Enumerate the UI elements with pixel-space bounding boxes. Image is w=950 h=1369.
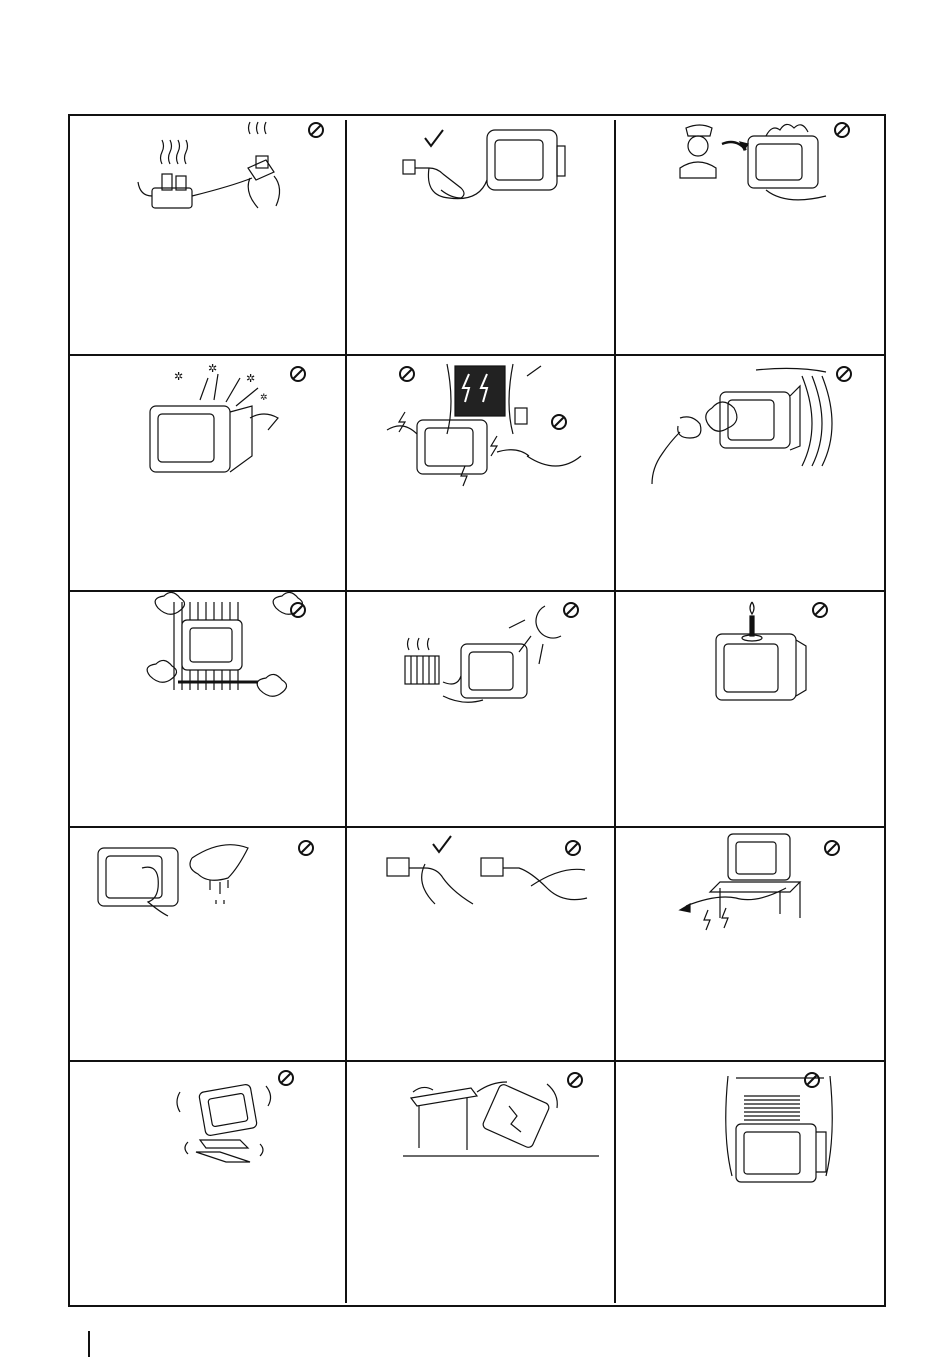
prohibited-icon: [400, 367, 414, 381]
prohibited-icon: [299, 841, 313, 855]
tilting-tv-illustration: [177, 1084, 271, 1162]
tv-with-objects-illustration: [150, 363, 278, 472]
prohibited-icon: [813, 603, 827, 617]
prohibited-icon: [566, 841, 580, 855]
cell-damaged-cord-under-stand: [616, 828, 884, 1060]
cell-overloaded-outlet: [70, 116, 345, 354]
window-lightning-illustration: [447, 364, 541, 434]
sun-icon: [509, 606, 561, 664]
svg-text:✲: ✲: [174, 371, 184, 383]
page-edge-mark: [88, 1331, 90, 1357]
cell-steam-moisture: [616, 356, 884, 590]
cell-blocked-ventilation: [70, 592, 345, 826]
safety-illustration-grid: [68, 114, 886, 1307]
cell-objects-into-vents: [70, 356, 345, 590]
svg-text:✲: ✲: [246, 373, 256, 385]
wrong-unplug-illustration: [481, 858, 587, 900]
cell-pull-plug-not-cord: [347, 828, 614, 1060]
prohibited-icon: [835, 123, 849, 137]
cell-unplug-by-plug: [347, 116, 614, 354]
prohibited-icon: [552, 415, 566, 429]
radiator-tv-illustration: [405, 638, 527, 702]
cell-unstable-placement: [70, 1062, 345, 1305]
prohibited-icon: [805, 1073, 819, 1087]
cell-enclosed-shelf: [616, 1062, 884, 1305]
prohibited-icon: [291, 367, 305, 381]
tv-with-candle-illustration: [716, 602, 806, 700]
cell-heat-sunlight: [347, 592, 614, 826]
svg-text:✲: ✲: [260, 392, 268, 402]
prohibited-icon: [568, 1073, 582, 1087]
svg-text:✲: ✲: [208, 363, 218, 375]
cell-candle-on-top: [616, 592, 884, 826]
check-mark-icon: [433, 836, 451, 852]
tv-on-stand-illustration: [680, 834, 800, 930]
cell-lightning-storm: [347, 356, 614, 590]
prohibited-icon: [279, 1071, 293, 1085]
check-mark-icon: [425, 130, 443, 146]
cell-service-technician: [616, 116, 884, 354]
falling-tv-illustration: [403, 1082, 599, 1156]
tv-wipe-illustration: [98, 845, 248, 916]
open-tv-illustration: [748, 124, 826, 199]
correct-unplug-illustration: [387, 858, 473, 904]
tv-in-cabinet-illustration: [726, 1076, 833, 1182]
power-strip-illustration: [138, 122, 280, 208]
cell-falling-from-table: [347, 1062, 614, 1305]
technician-illustration: [680, 125, 748, 178]
cell-wet-cloth-cleaning: [70, 828, 345, 1060]
prohibited-icon: [309, 123, 323, 137]
prohibited-icon: [837, 367, 851, 381]
tv-steam-illustration: [652, 368, 832, 484]
prohibited-icon: [564, 603, 578, 617]
tv-in-curtain-illustration: [147, 592, 302, 696]
prohibited-icon: [825, 841, 839, 855]
